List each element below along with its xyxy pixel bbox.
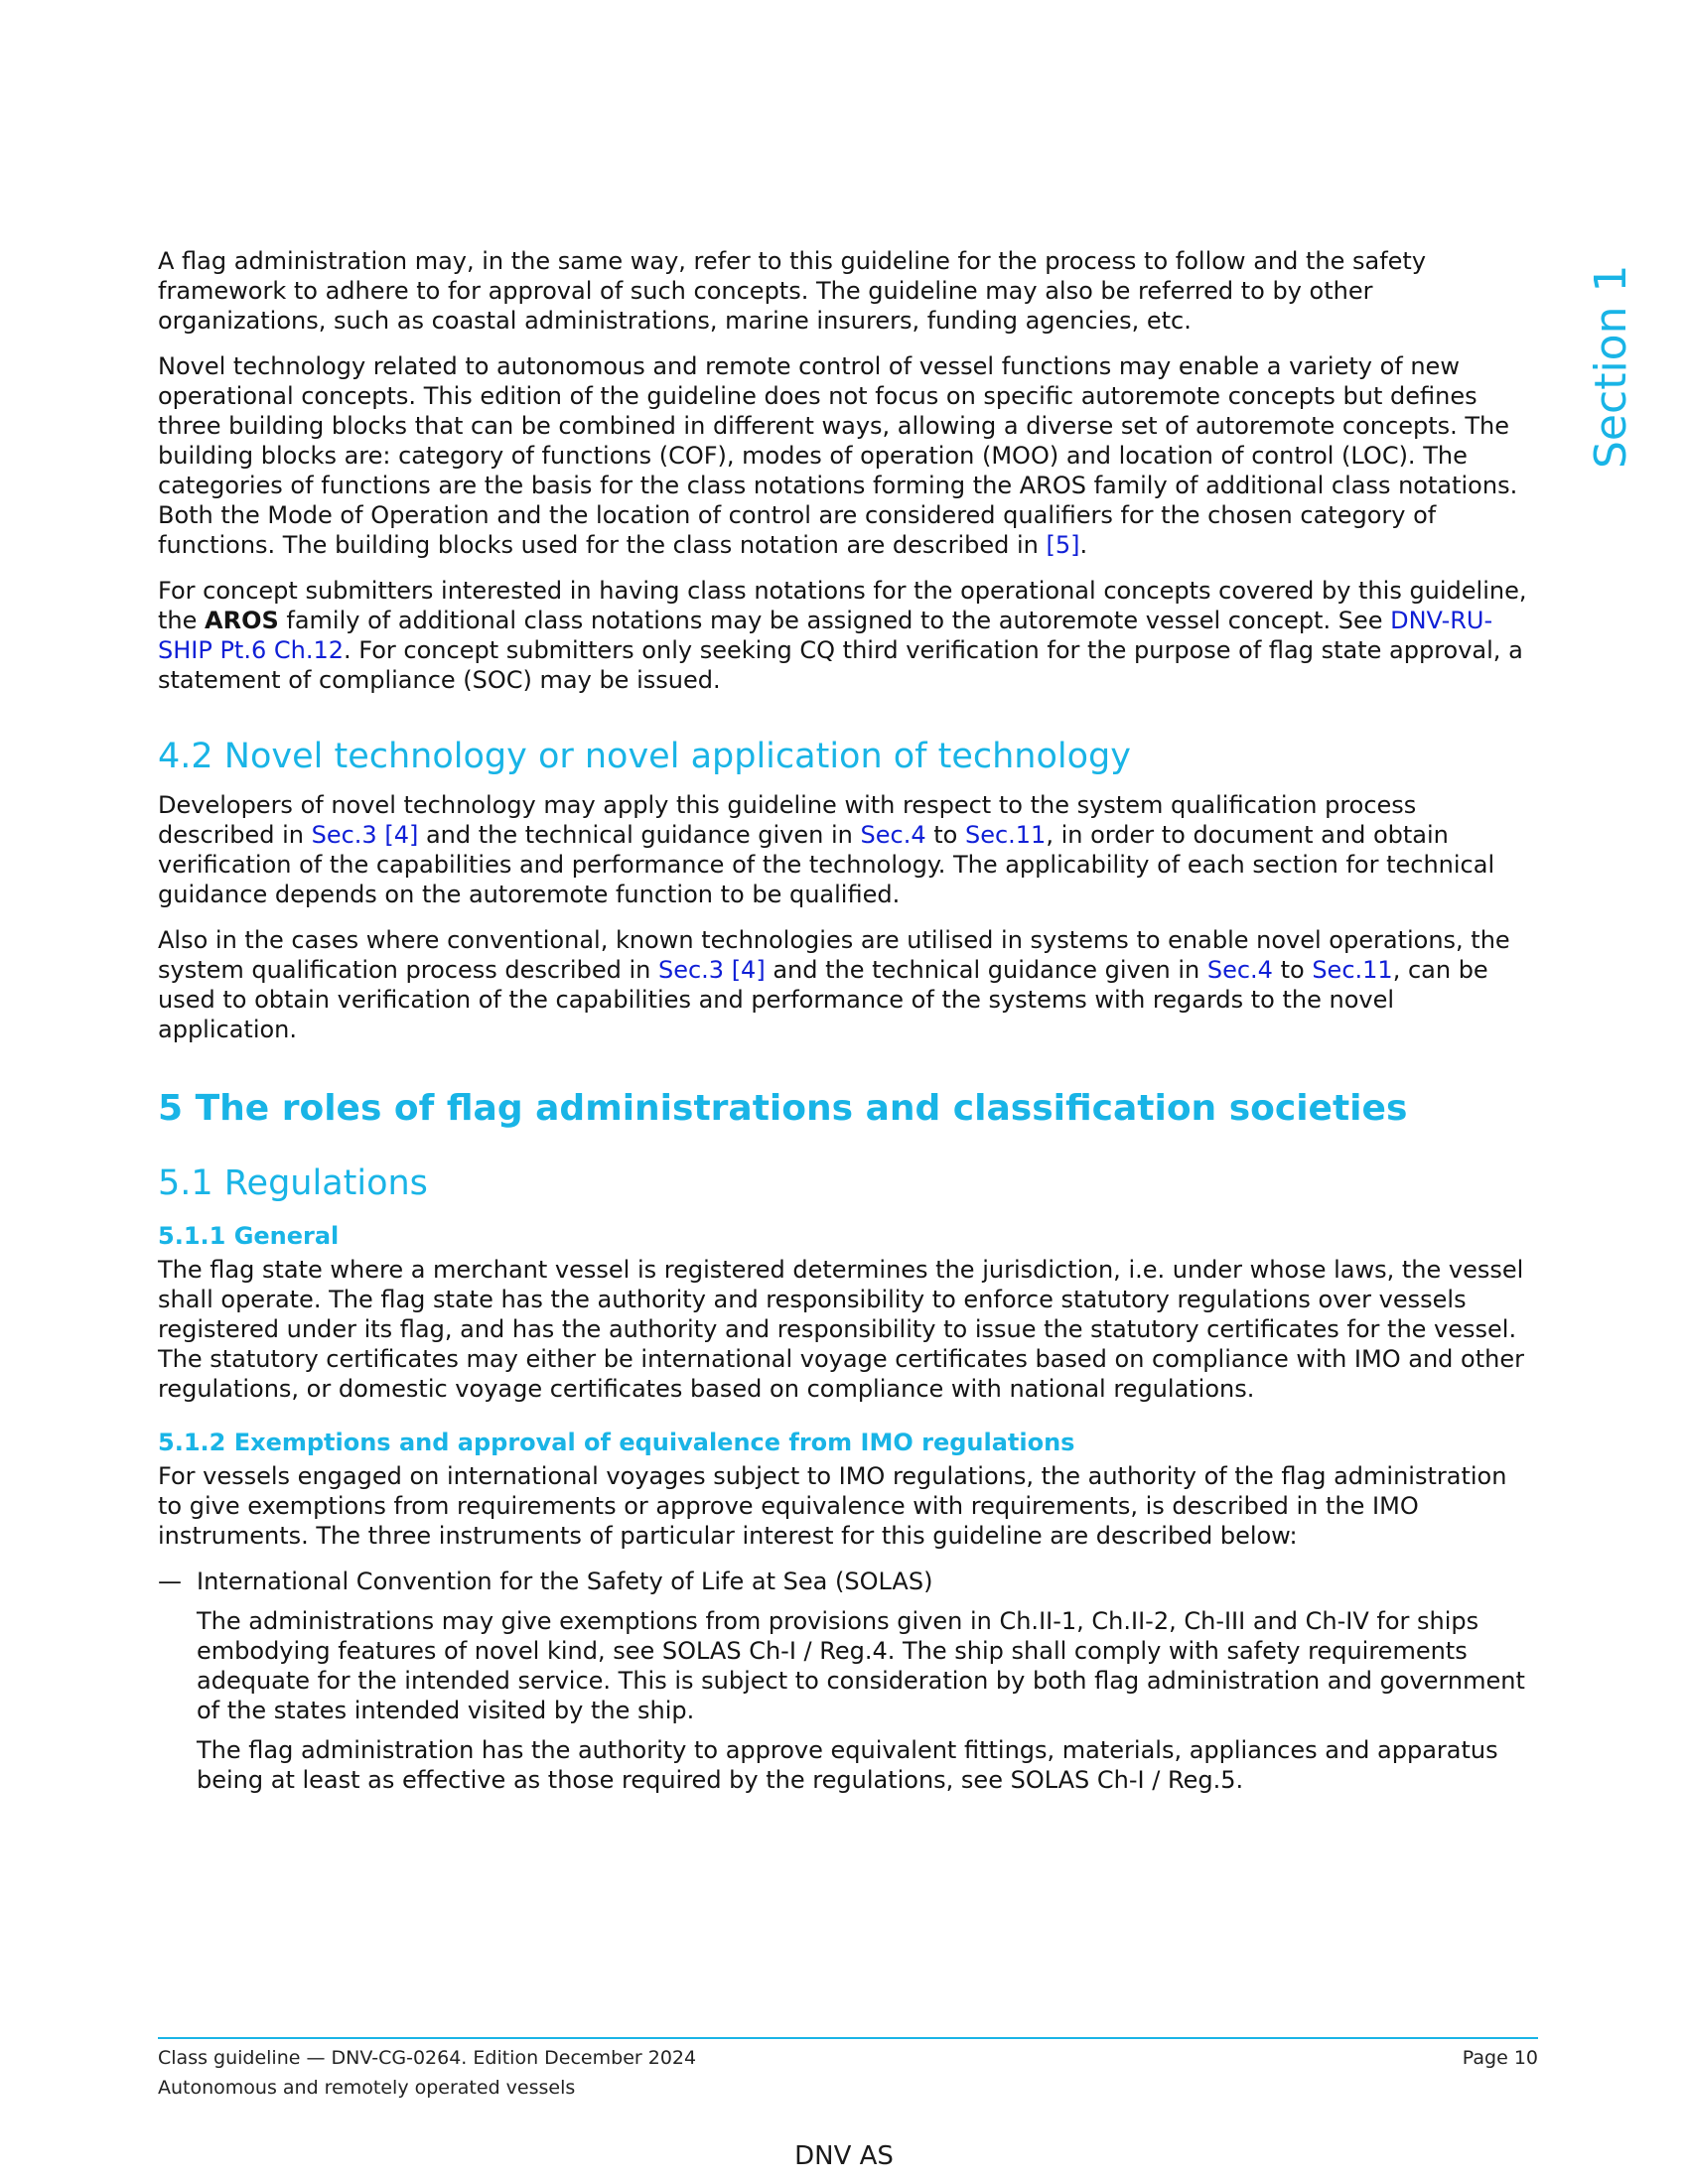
ref-link-sec3-4[interactable]: Sec.3 [4]	[311, 821, 419, 849]
footer-doc-id: Class guideline — DNV-CG-0264. Edition December 2024	[158, 2047, 697, 2069]
ref-link-sec11[interactable]: Sec.11	[964, 821, 1047, 849]
page-content	[158, 246, 1538, 1805]
ref-link-sec11[interactable]: Sec.11	[1312, 956, 1393, 984]
page-footer	[158, 2043, 1538, 2103]
heading-5-1-1: 5.1.1 General	[158, 1222, 340, 1250]
ref-link-sec3-4[interactable]: Sec.3 [4]	[657, 956, 766, 984]
ref-link-sec4[interactable]: Sec.4	[1206, 956, 1273, 984]
footer-page-number: Page 10	[1462, 2047, 1538, 2069]
aros-bold: AROS	[205, 607, 279, 634]
paragraph-solas-exemptions: The administrations may give exemptions from provisions given in Ch.II-1, Ch.II-2, Ch-III and Ch-IV for ships embodying features of novel kind, see SOLAS Ch-I / Reg.4. The ship shall comply with safety requirements adequate for the intended service. This is subject to consideration by both flag administration and government of the states intended visited by the ship.	[197, 1607, 1525, 1724]
footer-divider	[158, 2037, 1538, 2039]
dash-bullet: —	[158, 1568, 182, 1595]
ref-link-sec4[interactable]: Sec.4	[860, 821, 926, 849]
ref-link-dnv-ru-ship[interactable]: DNV-RU-SHIP Pt.6 Ch.12	[158, 607, 1493, 664]
paragraph-concept-submitters: For concept submitters interested in having class notations for the operational concepts covered by this guideline, the AROS family of additional class notations may be assigned to the autoremote vessel concept. See DNV-RU-SHIP Pt.6 Ch.12. For concept submitters only seeking CQ third verification for the purpose of flag state approval, a statement of compliance (SOC) may be issued.	[158, 577, 1527, 694]
heading-5-1-2: 5.1.2 Exemptions and approval of equivalence from IMO regulations	[158, 1429, 1075, 1456]
list-item-solas: — International Convention for the Safety of Life at Sea (SOLAS)	[158, 1568, 933, 1595]
paragraph-flag-state: The flag state where a merchant vessel is registered determines the jurisdiction, i.e. under whose laws, the vessel shall operate. The flag state has the authority and responsibility to enforce statutory regulations over vessels registered under its flag, and has the authority and responsibility to issue the statutory certificates for the vessel. The statutory certificates may either be international voyage certificates based on compliance with IMO and other regulations, or domestic voyage certificates based on compliance with national regulations.	[158, 1256, 1524, 1403]
paragraph-international-voyages: For vessels engaged on international voyages subject to IMO regulations, the authority of the flag administration to give exemptions from requirements or approve equivalence with requirements, is described in the IMO instruments. The three instruments of particular interest for this guideline are described below:	[158, 1462, 1507, 1550]
ref-link-5[interactable]: [5]	[1046, 531, 1080, 559]
heading-5-1: 5.1 Regulations	[158, 1163, 428, 1203]
paragraph-conventional: Also in the cases where conventional, known technologies are utilised in systems to enable novel operations, the system qualification process described in Sec.3 [4] and the technical guidance given in Sec.4 to Sec.11, can be used to obtain verification of the capabilities and performance of the systems with regards to the novel application.	[158, 926, 1510, 1043]
section-tab: Section 1	[1586, 264, 1636, 469]
paragraph-flag-admin: A flag administration may, in the same way, refer to this guideline for the process to follow and the safety framework to adhere to for approval of such concepts. The guideline may also be referred to by other organizations, such as coastal administrations, marine insurers, funding agencies, etc.	[158, 247, 1427, 335]
heading-4-2: 4.2 Novel technology or novel application of technology	[158, 737, 1131, 776]
footer-doc-title: Autonomous and remotely operated vessels	[158, 2077, 576, 2099]
paragraph-developers: Developers of novel technology may apply this guideline with respect to the system qualification process described in Sec.3 [4] and the technical guidance given in Sec.4 to Sec.11, in order to document and obtain verification of the capabilities and performance of the technology. The applicability of each section for technical guidance depends on the autoremote function to be qualified.	[158, 791, 1495, 908]
publisher-name: DNV AS	[794, 2141, 894, 2171]
paragraph-novel-technology: Novel technology related to autonomous and remote control of vessel functions may enable a variety of new operational concepts. This edition of the guideline does not focus on specific autoremote concepts but defines three building blocks that can be combined in different ways, allowing a diverse set of autoremote concepts. The building blocks are: category of functions (COF), modes of operation (MOO) and location of control (LOC). The categories of functions are the basis for the class notations forming the AROS family of additional class notations. Both the Mode of Operation and the location of control are considered qualifiers for the chosen category of functions. The building blocks used for the class notation are described in [5].	[158, 352, 1518, 559]
heading-5: 5 The roles of flag administrations and classification societies	[158, 1088, 1408, 1129]
paragraph-solas-equivalence: The flag administration has the authority to approve equivalent fittings, materials, appliances and apparatus being at least as effective as those required by the regulations, see SOLAS Ch-I / Reg.5.	[197, 1736, 1498, 1794]
